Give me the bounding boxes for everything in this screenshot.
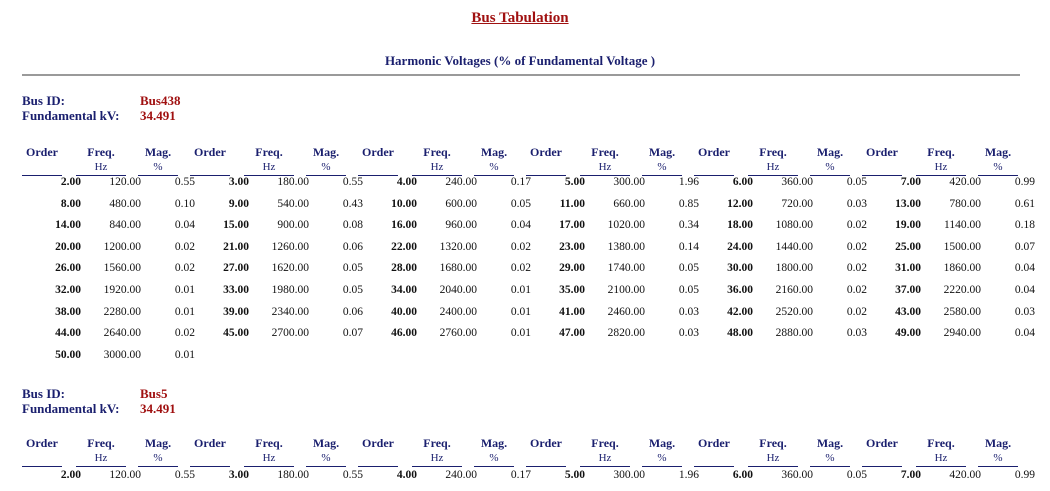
mag-cell: 1.96 bbox=[678, 469, 699, 481]
header-freq-unit: Hz bbox=[94, 452, 108, 464]
bus-id-label: Bus ID: bbox=[22, 386, 65, 401]
bus-id-value: Bus438 bbox=[140, 93, 181, 108]
freq-cell: 1860.00 bbox=[943, 262, 981, 275]
mag-cell: 0.05 bbox=[678, 262, 699, 275]
freq-cell: 2040.00 bbox=[439, 284, 477, 296]
header-mag-unit: % bbox=[657, 161, 667, 173]
freq-cell: 2820.00 bbox=[607, 327, 645, 340]
header-underline bbox=[474, 466, 514, 467]
freq-cell: 2340.00 bbox=[271, 305, 309, 318]
header-mag-label: Mag. bbox=[144, 145, 172, 159]
freq-cell: 960.00 bbox=[445, 219, 477, 232]
header-mag-unit: % bbox=[153, 161, 163, 173]
order-cell: 30.00 bbox=[727, 262, 753, 275]
mag-cell: 0.01 bbox=[510, 284, 531, 296]
order-cell: 48.00 bbox=[727, 327, 753, 340]
order-cell: 37.00 bbox=[895, 284, 921, 296]
mag-cell: 0.04 bbox=[510, 219, 531, 232]
header-freq-label: Freq. bbox=[591, 145, 619, 159]
header-freq-label: Freq. bbox=[591, 436, 619, 450]
header-mag bbox=[810, 145, 850, 176]
mag-cell: 0.07 bbox=[1014, 240, 1035, 253]
header-mag-label: Mag. bbox=[312, 145, 340, 159]
freq-cell: 1560.00 bbox=[103, 262, 141, 275]
order-cell: 40.00 bbox=[391, 305, 417, 318]
mag-cell: 0.02 bbox=[846, 305, 867, 318]
header-underline bbox=[748, 466, 798, 467]
order-cell: 5.00 bbox=[564, 176, 585, 188]
header-mag-unit: % bbox=[321, 452, 331, 464]
order-cell: 50.00 bbox=[55, 348, 81, 361]
order-cell: 7.00 bbox=[900, 176, 921, 188]
header-order bbox=[694, 436, 734, 467]
freq-cell: 2940.00 bbox=[943, 327, 981, 340]
mag-cell: 0.01 bbox=[174, 284, 195, 296]
mag-cell: 0.02 bbox=[510, 240, 531, 253]
mag-cell: 0.03 bbox=[846, 327, 867, 340]
mag-cell: 0.05 bbox=[846, 176, 867, 188]
freq-cell: 1740.00 bbox=[607, 262, 645, 275]
order-cell: 24.00 bbox=[727, 240, 753, 253]
mag-cell: 0.18 bbox=[1014, 219, 1035, 232]
freq-cell: 1260.00 bbox=[271, 240, 309, 253]
header-freq-unit: Hz bbox=[766, 452, 780, 464]
freq-cell: 1440.00 bbox=[775, 240, 813, 253]
mag-cell: 0.03 bbox=[678, 327, 699, 340]
mag-cell: 0.05 bbox=[846, 469, 867, 481]
header-order bbox=[526, 145, 566, 176]
header-mag bbox=[474, 145, 514, 176]
freq-cell: 1080.00 bbox=[775, 219, 813, 232]
mag-cell: 0.03 bbox=[846, 197, 867, 210]
header-mag-unit: % bbox=[321, 161, 331, 173]
mag-cell: 1.96 bbox=[678, 176, 699, 188]
header-order bbox=[190, 436, 230, 467]
freq-cell: 2700.00 bbox=[271, 327, 309, 340]
header-order bbox=[694, 145, 734, 176]
header-underline bbox=[244, 466, 294, 467]
header-mag-label: Mag. bbox=[312, 436, 340, 450]
header-order bbox=[862, 145, 902, 176]
header-order-label: Order bbox=[194, 436, 226, 450]
header-freq-unit: Hz bbox=[934, 452, 948, 464]
header-mag-label: Mag. bbox=[984, 145, 1012, 159]
mag-cell: 0.04 bbox=[1014, 262, 1035, 275]
freq-cell: 300.00 bbox=[613, 176, 645, 188]
order-cell: 6.00 bbox=[732, 176, 753, 188]
header-order bbox=[862, 436, 902, 467]
mag-cell: 0.02 bbox=[846, 219, 867, 232]
freq-cell: 480.00 bbox=[109, 197, 141, 210]
mag-cell: 0.17 bbox=[510, 176, 531, 188]
header-mag-label: Mag. bbox=[984, 436, 1012, 450]
freq-cell: 2640.00 bbox=[103, 327, 141, 340]
order-cell: 28.00 bbox=[391, 262, 417, 275]
freq-cell: 780.00 bbox=[949, 197, 981, 210]
freq-cell: 1320.00 bbox=[439, 240, 477, 253]
header-mag-unit: % bbox=[825, 452, 835, 464]
freq-cell: 2760.00 bbox=[439, 327, 477, 340]
header-freq bbox=[748, 436, 798, 467]
order-cell: 43.00 bbox=[895, 305, 921, 318]
header-mag bbox=[642, 145, 682, 176]
header-freq-label: Freq. bbox=[927, 436, 955, 450]
mag-cell: 0.05 bbox=[342, 262, 363, 275]
bus-id-value: Bus5 bbox=[140, 386, 168, 401]
freq-cell: 2160.00 bbox=[775, 284, 813, 296]
order-cell: 2.00 bbox=[60, 469, 81, 481]
header-underline bbox=[978, 466, 1018, 467]
header-freq-unit: Hz bbox=[262, 452, 276, 464]
header-order bbox=[358, 145, 398, 176]
header-mag bbox=[138, 145, 178, 176]
header-mag-unit: % bbox=[993, 161, 1003, 173]
order-cell: 42.00 bbox=[727, 305, 753, 318]
mag-cell: 0.05 bbox=[678, 284, 699, 296]
freq-cell: 180.00 bbox=[277, 176, 309, 188]
header-freq-label: Freq. bbox=[255, 436, 283, 450]
mag-cell: 0.43 bbox=[342, 197, 363, 210]
order-cell: 45.00 bbox=[223, 327, 249, 340]
order-cell: 32.00 bbox=[55, 284, 81, 296]
order-cell: 34.00 bbox=[391, 284, 417, 296]
header-underline bbox=[862, 466, 902, 467]
fundamental-kv-value: 34.491 bbox=[140, 108, 176, 123]
freq-cell: 2880.00 bbox=[775, 327, 813, 340]
mag-cell: 0.01 bbox=[174, 348, 195, 361]
header-underline bbox=[642, 466, 682, 467]
order-cell: 12.00 bbox=[727, 197, 753, 210]
freq-cell: 1020.00 bbox=[607, 219, 645, 232]
header-freq bbox=[916, 436, 966, 467]
header-mag bbox=[306, 145, 346, 176]
order-cell: 27.00 bbox=[223, 262, 249, 275]
header-mag bbox=[978, 145, 1018, 176]
header-underline bbox=[22, 466, 62, 467]
freq-cell: 240.00 bbox=[445, 176, 477, 188]
divider bbox=[22, 74, 1020, 76]
header-order bbox=[526, 436, 566, 467]
header-mag-label: Mag. bbox=[816, 436, 844, 450]
order-cell: 38.00 bbox=[55, 305, 81, 318]
header-freq-label: Freq. bbox=[759, 436, 787, 450]
order-cell: 13.00 bbox=[895, 197, 921, 210]
freq-cell: 2280.00 bbox=[103, 305, 141, 318]
freq-cell: 2220.00 bbox=[943, 284, 981, 296]
order-cell: 39.00 bbox=[223, 305, 249, 318]
mag-cell: 0.85 bbox=[678, 197, 699, 210]
freq-cell: 1500.00 bbox=[943, 240, 981, 253]
order-cell: 3.00 bbox=[228, 176, 249, 188]
order-cell: 10.00 bbox=[391, 197, 417, 210]
freq-cell: 120.00 bbox=[109, 469, 141, 481]
header-mag-label: Mag. bbox=[480, 436, 508, 450]
freq-cell: 2520.00 bbox=[775, 305, 813, 318]
header-underline bbox=[190, 466, 230, 467]
order-cell: 25.00 bbox=[895, 240, 921, 253]
freq-cell: 2400.00 bbox=[439, 305, 477, 318]
header-mag-label: Mag. bbox=[648, 436, 676, 450]
mag-cell: 0.02 bbox=[174, 240, 195, 253]
freq-cell: 240.00 bbox=[445, 469, 477, 481]
order-cell: 44.00 bbox=[55, 327, 81, 340]
mag-cell: 0.10 bbox=[174, 197, 195, 210]
mag-cell: 0.07 bbox=[342, 327, 363, 340]
freq-cell: 900.00 bbox=[277, 219, 309, 232]
freq-cell: 660.00 bbox=[613, 197, 645, 210]
header-order-label: Order bbox=[698, 145, 730, 159]
header-underline bbox=[306, 466, 346, 467]
freq-cell: 1140.00 bbox=[944, 219, 981, 232]
header-underline bbox=[526, 466, 566, 467]
order-cell: 41.00 bbox=[559, 305, 585, 318]
header-freq bbox=[580, 436, 630, 467]
freq-cell: 2460.00 bbox=[607, 305, 645, 318]
header-freq-label: Freq. bbox=[927, 145, 955, 159]
mag-cell: 0.05 bbox=[510, 197, 531, 210]
mag-cell: 0.03 bbox=[678, 305, 699, 318]
mag-cell: 0.55 bbox=[174, 469, 195, 481]
freq-cell: 2580.00 bbox=[943, 305, 981, 318]
header-order-label: Order bbox=[362, 145, 394, 159]
freq-cell: 420.00 bbox=[949, 469, 981, 481]
header-underline bbox=[694, 466, 734, 467]
freq-cell: 720.00 bbox=[781, 197, 813, 210]
header-freq bbox=[244, 145, 294, 176]
order-cell: 14.00 bbox=[55, 219, 81, 232]
header-mag-unit: % bbox=[657, 452, 667, 464]
freq-cell: 840.00 bbox=[109, 219, 141, 232]
order-cell: 8.00 bbox=[60, 197, 81, 210]
header-mag-unit: % bbox=[489, 161, 499, 173]
order-cell: 3.00 bbox=[228, 469, 249, 481]
mag-cell: 0.03 bbox=[1014, 305, 1035, 318]
report-title: Bus Tabulation bbox=[471, 10, 569, 26]
mag-cell: 0.01 bbox=[510, 327, 531, 340]
header-freq-unit: Hz bbox=[598, 161, 612, 173]
order-cell: 2.00 bbox=[60, 176, 81, 188]
header-order bbox=[22, 436, 62, 467]
order-cell: 31.00 bbox=[895, 262, 921, 275]
header-mag-label: Mag. bbox=[144, 436, 172, 450]
bus-info-2 bbox=[22, 386, 176, 416]
fundamental-kv-label: Fundamental kV: bbox=[22, 108, 120, 123]
header-freq bbox=[412, 145, 462, 176]
header-freq bbox=[412, 436, 462, 467]
freq-cell: 540.00 bbox=[277, 197, 309, 210]
header-underline bbox=[412, 466, 462, 467]
freq-cell: 1980.00 bbox=[271, 284, 309, 296]
mag-cell: 0.17 bbox=[510, 469, 531, 481]
order-cell: 49.00 bbox=[895, 327, 921, 340]
freq-cell: 1620.00 bbox=[271, 262, 309, 275]
header-mag-unit: % bbox=[993, 452, 1003, 464]
header-mag-unit: % bbox=[489, 452, 499, 464]
order-cell: 9.00 bbox=[228, 197, 249, 210]
mag-cell: 0.34 bbox=[678, 219, 699, 232]
mag-cell: 0.55 bbox=[342, 176, 363, 188]
mag-cell: 0.99 bbox=[1014, 469, 1035, 481]
header-mag-label: Mag. bbox=[480, 145, 508, 159]
freq-cell: 3000.00 bbox=[103, 348, 141, 361]
header-freq bbox=[76, 436, 126, 467]
order-cell: 29.00 bbox=[559, 262, 585, 275]
header-freq-label: Freq. bbox=[423, 145, 451, 159]
order-cell: 17.00 bbox=[559, 219, 585, 232]
mag-cell: 0.99 bbox=[1014, 176, 1035, 188]
order-cell: 19.00 bbox=[895, 219, 921, 232]
mag-cell: 0.02 bbox=[510, 262, 531, 275]
freq-cell: 360.00 bbox=[781, 469, 813, 481]
freq-cell: 300.00 bbox=[613, 469, 645, 481]
header-mag bbox=[138, 436, 178, 467]
header-order-label: Order bbox=[866, 145, 898, 159]
mag-cell: 0.02 bbox=[846, 284, 867, 296]
mag-cell: 0.61 bbox=[1014, 197, 1035, 210]
header-order-label: Order bbox=[26, 436, 58, 450]
fundamental-kv-value: 34.491 bbox=[140, 401, 176, 416]
header-freq bbox=[916, 145, 966, 176]
header-mag bbox=[978, 436, 1018, 467]
order-cell: 47.00 bbox=[559, 327, 585, 340]
header-freq-unit: Hz bbox=[766, 161, 780, 173]
header-mag bbox=[474, 436, 514, 467]
header-underline bbox=[916, 466, 966, 467]
order-cell: 18.00 bbox=[727, 219, 753, 232]
header-freq-label: Freq. bbox=[423, 436, 451, 450]
header-freq-unit: Hz bbox=[598, 452, 612, 464]
header-order bbox=[358, 436, 398, 467]
mag-cell: 0.14 bbox=[678, 240, 699, 253]
header-freq-unit: Hz bbox=[94, 161, 108, 173]
order-cell: 26.00 bbox=[55, 262, 81, 275]
order-cell: 46.00 bbox=[391, 327, 417, 340]
header-mag-unit: % bbox=[825, 161, 835, 173]
header-freq bbox=[580, 145, 630, 176]
freq-cell: 1200.00 bbox=[103, 240, 141, 253]
report-subtitle: Harmonic Voltages (% of Fundamental Voltage ) bbox=[384, 53, 656, 68]
mag-cell: 0.02 bbox=[174, 262, 195, 275]
header-order-label: Order bbox=[362, 436, 394, 450]
order-cell: 23.00 bbox=[559, 240, 585, 253]
freq-cell: 2100.00 bbox=[607, 284, 645, 296]
bus-info-1 bbox=[22, 93, 180, 123]
mag-cell: 0.55 bbox=[342, 469, 363, 481]
header-order bbox=[22, 145, 62, 176]
mag-cell: 0.02 bbox=[174, 327, 195, 340]
mag-cell: 0.08 bbox=[342, 219, 363, 232]
order-cell: 36.00 bbox=[727, 284, 753, 296]
header-mag-unit: % bbox=[153, 452, 163, 464]
order-cell: 5.00 bbox=[564, 469, 585, 481]
fundamental-kv-label: Fundamental kV: bbox=[22, 401, 120, 416]
freq-cell: 1380.00 bbox=[607, 240, 645, 253]
order-cell: 7.00 bbox=[900, 469, 921, 481]
order-cell: 35.00 bbox=[559, 284, 585, 296]
mag-cell: 0.02 bbox=[846, 262, 867, 275]
header-order-label: Order bbox=[866, 436, 898, 450]
header-freq-label: Freq. bbox=[87, 436, 115, 450]
header-freq-label: Freq. bbox=[759, 145, 787, 159]
header-order-label: Order bbox=[530, 145, 562, 159]
header-underline bbox=[76, 466, 126, 467]
order-cell: 6.00 bbox=[732, 469, 753, 481]
mag-cell: 0.04 bbox=[174, 219, 195, 232]
header-freq-unit: Hz bbox=[430, 161, 444, 173]
order-cell: 33.00 bbox=[223, 284, 249, 296]
mag-cell: 0.06 bbox=[342, 305, 363, 318]
order-cell: 15.00 bbox=[223, 219, 249, 232]
order-cell: 4.00 bbox=[396, 469, 417, 481]
freq-cell: 1800.00 bbox=[775, 262, 813, 275]
header-freq bbox=[244, 436, 294, 467]
header-freq-unit: Hz bbox=[430, 452, 444, 464]
header-mag-label: Mag. bbox=[648, 145, 676, 159]
freq-cell: 180.00 bbox=[277, 469, 309, 481]
header-order-label: Order bbox=[698, 436, 730, 450]
header-underline bbox=[138, 466, 178, 467]
freq-cell: 420.00 bbox=[949, 176, 981, 188]
header-order bbox=[190, 145, 230, 176]
freq-cell: 1680.00 bbox=[439, 262, 477, 275]
header-order-label: Order bbox=[26, 145, 58, 159]
header-underline bbox=[810, 466, 850, 467]
header-underline bbox=[358, 466, 398, 467]
header-order-label: Order bbox=[530, 436, 562, 450]
header-order-label: Order bbox=[194, 145, 226, 159]
freq-cell: 120.00 bbox=[109, 176, 141, 188]
mag-cell: 0.01 bbox=[510, 305, 531, 318]
freq-cell: 600.00 bbox=[445, 197, 477, 210]
header-freq bbox=[748, 145, 798, 176]
mag-cell: 0.05 bbox=[342, 284, 363, 296]
header-freq-label: Freq. bbox=[87, 145, 115, 159]
bus-id-label: Bus ID: bbox=[22, 93, 65, 108]
header-freq-unit: Hz bbox=[934, 161, 948, 173]
header-mag bbox=[306, 436, 346, 467]
order-cell: 22.00 bbox=[391, 240, 417, 253]
mag-cell: 0.04 bbox=[1014, 284, 1035, 296]
order-cell: 21.00 bbox=[223, 240, 249, 253]
header-underline bbox=[580, 466, 630, 467]
header-mag bbox=[642, 436, 682, 467]
header-mag bbox=[810, 436, 850, 467]
mag-cell: 0.02 bbox=[846, 240, 867, 253]
header-freq bbox=[76, 145, 126, 176]
freq-cell: 360.00 bbox=[781, 176, 813, 188]
header-freq-unit: Hz bbox=[262, 161, 276, 173]
order-cell: 20.00 bbox=[55, 240, 81, 253]
header-freq-label: Freq. bbox=[255, 145, 283, 159]
header-mag-label: Mag. bbox=[816, 145, 844, 159]
order-cell: 16.00 bbox=[391, 219, 417, 232]
mag-cell: 0.01 bbox=[174, 305, 195, 318]
mag-cell: 0.55 bbox=[174, 176, 195, 188]
mag-cell: 0.06 bbox=[342, 240, 363, 253]
order-cell: 4.00 bbox=[396, 176, 417, 188]
order-cell: 11.00 bbox=[559, 197, 585, 210]
mag-cell: 0.04 bbox=[1014, 327, 1035, 340]
freq-cell: 1920.00 bbox=[103, 284, 141, 296]
